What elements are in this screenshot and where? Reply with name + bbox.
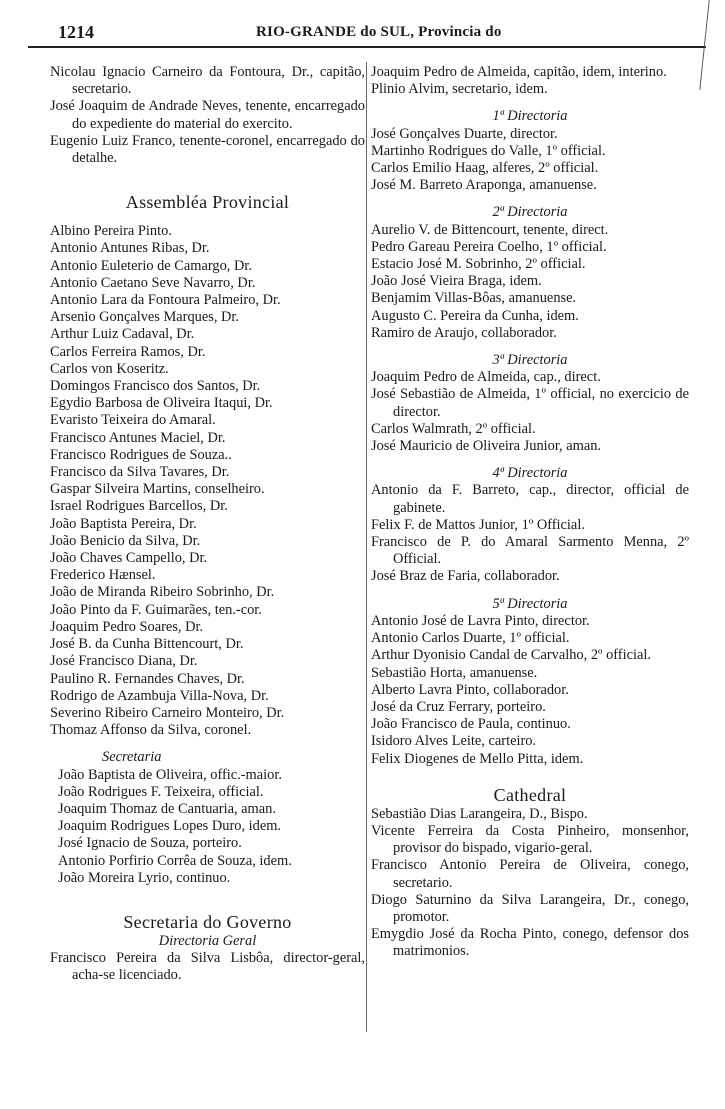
- entry: Arsenio Gonçalves Marques, Dr.: [50, 309, 240, 326]
- entry: Eugenio Luiz Franco, tenente-coronel, encarregado do detalhe.: [50, 132, 365, 167]
- entry: Plinio Alvim, secretario, idem.: [371, 81, 548, 98]
- entry: José Gonçalves Duarte, director.: [371, 125, 558, 142]
- column-divider: [366, 62, 367, 1032]
- dir4-heading: 4ª Directoria: [492, 465, 568, 482]
- entry: José B. da Cunha Bittencourt, Dr.: [50, 636, 244, 653]
- entry: Ramiro de Araujo, collaborador.: [371, 324, 557, 341]
- entry: Arthur Luiz Cadaval, Dr.: [50, 326, 195, 343]
- entry: Joaquim Thomaz de Cantuaria, aman.: [58, 800, 276, 817]
- cathedral-heading: Cathedral: [493, 784, 567, 805]
- entry: Antonio José de Lavra Pinto, director.: [371, 612, 590, 629]
- entry: Pedro Gareau Pereira Coelho, 1º official.: [371, 238, 607, 255]
- entry: Francisco de P. do Amaral Sarmento Menna, 2º Official.: [371, 534, 689, 568]
- entry: Antonio Carlos Duarte, 1º official.: [371, 630, 570, 647]
- entry: Evaristo Teixeira do Amaral.: [50, 412, 216, 429]
- entry: Paulino R. Fernandes Chaves, Dr.: [50, 670, 245, 687]
- page-header: [28, 22, 698, 44]
- entry: Francisco Antonio Pereira de Oliveira, conego, secretario.: [371, 857, 689, 891]
- dir3-heading: 3ª Directoria: [492, 352, 568, 369]
- running-title: RIO-GRANDE do SUL, Provincia do: [256, 24, 502, 40]
- entry: Antonio Lara da Fontoura Palmeiro, Dr.: [50, 292, 281, 309]
- entry: Francisco Rodrigues de Souza..: [50, 446, 232, 463]
- entry: José Mauricio de Oliveira Junior, aman.: [371, 438, 602, 455]
- dir2-heading: 2ª Directoria: [492, 204, 568, 221]
- entry: Arthur Dyonisio Candal de Carvalho, 2º official.: [371, 647, 651, 664]
- entry: Israel Rodrigues Barcellos, Dr.: [50, 498, 228, 515]
- entry: Francisco da Silva Tavares, Dr.: [50, 464, 230, 481]
- entry: Albino Pereira Pinto.: [50, 223, 172, 240]
- assembleia-list: [50, 223, 365, 739]
- entry: Gaspar Silveira Martins, conselheiro.: [50, 481, 265, 498]
- entry: Carlos von Koseritz.: [50, 360, 169, 377]
- dir1-list: [371, 126, 689, 195]
- entry: Joaquim Pedro de Almeida, capitão, idem, interino.: [371, 64, 667, 80]
- entry: Emygdio José da Rocha Pinto, conego, defensor dos matrimonios.: [371, 926, 689, 960]
- entry: Sebastião Horta, amanuense.: [371, 664, 538, 681]
- entry: Egydio Barbosa de Oliveira Itaqui, Dr.: [50, 395, 273, 412]
- entry: Isidoro Alves Leite, carteiro.: [371, 733, 537, 750]
- entry: Thomaz Affonso da Silva, coronel.: [50, 722, 252, 739]
- entry: Frederico Hænsel.: [50, 567, 156, 584]
- entry: Nicolau Ignacio Carneiro da Fontoura, Dr., capitão, secretario.: [50, 64, 365, 98]
- secretaria-list: [50, 767, 365, 887]
- entry: Estacio José M. Sobrinho, 2º official.: [371, 256, 586, 273]
- entry: João Rodrigues F. Teixeira, official.: [58, 783, 264, 800]
- entry: Vicente Ferreira da Costa Pinheiro, monsenhor, provisor do bispado, vigario-geral.: [371, 822, 689, 857]
- entry: Joaquim Pedro de Almeida, cap., direct.: [371, 369, 601, 386]
- entry: José da Cruz Ferrary, porteiro.: [371, 698, 546, 715]
- left-column: [50, 64, 365, 985]
- entry: Domingos Francisco dos Santos, Dr.: [50, 378, 261, 395]
- entry: Carlos Walmrath, 2º official.: [371, 420, 536, 437]
- dir4-list: [371, 482, 689, 585]
- right-column: [371, 64, 689, 961]
- page-number: 1214: [58, 22, 94, 42]
- entry: Martinho Rodrigues do Valle, 1º official.: [371, 142, 606, 159]
- secretaria-heading: Secretaria: [102, 749, 162, 766]
- entry: Francisco Antunes Maciel, Dr.: [50, 429, 226, 446]
- entry: Francisco Pereira da Silva Lisbôa, director-geral, acha-se licenciado.: [50, 950, 365, 984]
- entry: Sebastião Dias Larangeira, D., Bispo.: [371, 805, 588, 822]
- entry: José Sebastião de Almeida, 1º official, no exercicio de director.: [371, 386, 689, 420]
- page-edge-line: [699, 0, 709, 90]
- entry: Antonio da F. Barreto, cap., director, official de gabinete.: [371, 482, 689, 516]
- entry: Rodrigo de Azambuja Villa-Nova, Dr.: [50, 687, 269, 704]
- entry: José Braz de Faria, collaborador.: [371, 568, 560, 585]
- entry: Carlos Emilio Haag, alferes, 2º official.: [371, 160, 599, 177]
- entry: Aurelio V. de Bittencourt, tenente, direct.: [371, 221, 609, 238]
- dir5-list: [371, 613, 689, 768]
- entry: José Francisco Diana, Dr.: [50, 653, 198, 670]
- entry: José M. Barreto Araponga, amanuense.: [371, 177, 597, 194]
- entry: Joaquim Rodrigues Lopes Duro, idem.: [58, 818, 282, 835]
- entry: João Moreira Lyrio, continuo.: [58, 869, 231, 886]
- entry: Severino Ribeiro Carneiro Monteiro, Dr.: [50, 704, 285, 721]
- entry: Joaquim Pedro Soares, Dr.: [50, 618, 204, 635]
- entry: Antonio Antunes Ribas, Dr.: [50, 240, 210, 257]
- assembleia-heading: Assembléa Provincial: [125, 192, 290, 213]
- entry: Carlos Ferreira Ramos, Dr.: [50, 343, 206, 360]
- directoria-geral-list: [50, 950, 365, 984]
- right-top-list: [371, 64, 689, 98]
- entry: Diogo Saturnino da Silva Larangeira, Dr., conego, promotor.: [371, 891, 689, 925]
- dir2-list: [371, 222, 689, 342]
- dir1-heading: 1ª Directoria: [492, 108, 568, 125]
- left-top-list: [50, 64, 365, 167]
- entry: João de Miranda Ribeiro Sobrinho, Dr.: [50, 584, 275, 601]
- dir3-list: [371, 369, 689, 455]
- entry: Antonio Euleterio de Camargo, Dr.: [50, 257, 252, 274]
- entry: Felix Diogenes de Mello Pitta, idem.: [371, 750, 584, 767]
- entry: João Chaves Campello, Dr.: [50, 550, 208, 567]
- directoria-geral-heading: Directoria Geral: [158, 932, 257, 949]
- header-rule: [28, 46, 706, 48]
- governo-heading: Secretaria do Governo: [123, 911, 292, 932]
- entry: João Baptista Pereira, Dr.: [50, 515, 197, 532]
- entry: Antonio Porfirio Corrêa de Souza, idem.: [58, 852, 292, 869]
- entry: João Pinto da F. Guimarães, ten.-cor.: [50, 601, 262, 618]
- dir5-heading: 5ª Directoria: [492, 595, 568, 612]
- entry: Felix F. de Mattos Junior, 1º Official.: [371, 516, 585, 533]
- entry: Alberto Lavra Pinto, collaborador.: [371, 681, 569, 698]
- entry: Antonio Caetano Seve Navarro, Dr.: [50, 274, 256, 291]
- entry: João José Vieira Braga, idem.: [371, 273, 542, 290]
- entry: José Joaquim de Andrade Neves, tenente, encarregado do expediente do material do exercito.: [50, 98, 365, 132]
- entry: Augusto C. Pereira da Cunha, idem.: [371, 307, 579, 324]
- entry: João Baptista de Oliveira, offic.-maior.: [58, 766, 282, 783]
- entry: Benjamim Villas-Bôas, amanuense.: [371, 290, 577, 307]
- entry: João Benicio da Silva, Dr.: [50, 532, 201, 549]
- entry: João Francisco de Paula, continuo.: [371, 716, 571, 733]
- cathedral-list: [371, 806, 689, 961]
- entry: José Ignacio de Souza, porteiro.: [58, 835, 242, 852]
